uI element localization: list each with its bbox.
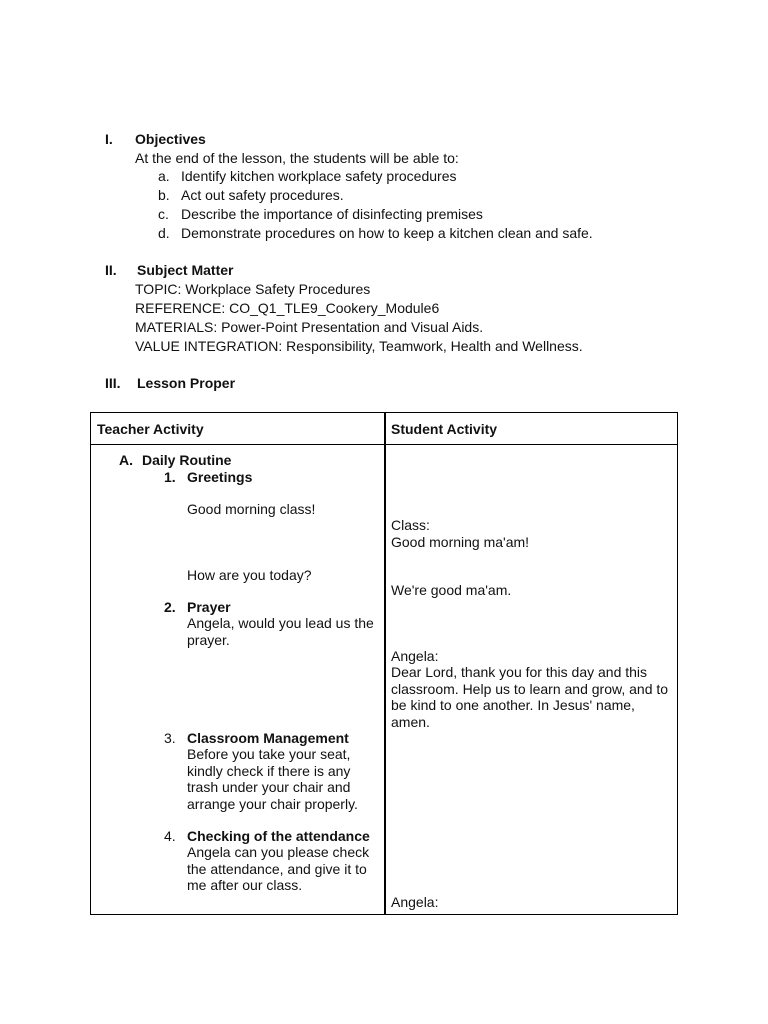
section-marker: A. xyxy=(119,452,133,468)
prayer-line: classroom. Help us to learn and grow, and to xyxy=(391,681,669,697)
prayer-line: be kind to one another. In Jesus' name, xyxy=(391,697,635,713)
classroom-title: Classroom Management xyxy=(187,730,349,746)
classroom-line: kindly check if there is any xyxy=(187,763,351,779)
classroom-line: Before you take your seat, xyxy=(187,746,351,762)
student-activity-header: Student Activity xyxy=(391,421,498,437)
teacher-greeting: Good morning class! xyxy=(187,501,316,517)
classroom-line: trash under your chair and xyxy=(187,779,351,795)
prayer-request-line: Angela, would you lead us the xyxy=(187,615,374,631)
class-good-reply: We're good ma'am. xyxy=(391,582,512,598)
class-reply: Good morning ma'am! xyxy=(391,534,530,550)
prayer-request-line: prayer. xyxy=(187,632,230,648)
classroom-line: arrange your chair properly. xyxy=(187,796,358,812)
attendance-number: 4. xyxy=(164,828,176,844)
teacher-question: How are you today? xyxy=(187,567,312,583)
objective-marker: b. xyxy=(158,187,170,203)
subject-topic: TOPIC: Workplace Safety Procedures xyxy=(135,281,371,297)
column-divider xyxy=(384,413,386,914)
section-title: Daily Routine xyxy=(142,452,232,468)
objective-marker: c. xyxy=(158,206,169,222)
objective-item: Act out safety procedures. xyxy=(181,187,344,203)
objectives-heading: Objectives xyxy=(135,131,206,147)
lesson-proper-heading: Lesson Proper xyxy=(137,375,236,391)
prayer-line: amen. xyxy=(391,714,430,730)
greetings-number: 1. xyxy=(164,469,176,485)
attendance-line: the attendance, and give it to xyxy=(187,861,367,877)
angela-label: Angela: xyxy=(391,648,439,664)
subject-value-integration: VALUE INTEGRATION: Responsibility, Teamwork, Health and Wellness. xyxy=(135,338,583,354)
activity-table xyxy=(90,412,678,915)
lesson-proper-numeral: III. xyxy=(105,375,121,391)
attendance-line: Angela can you please check xyxy=(187,844,370,860)
prayer-number: 2. xyxy=(164,599,176,615)
prayer-title: Prayer xyxy=(187,599,231,615)
angela-label-attendance: Angela: xyxy=(391,894,439,910)
class-label: Class: xyxy=(391,517,430,533)
objective-item: Identify kitchen workplace safety procedures xyxy=(181,168,457,184)
greetings-title: Greetings xyxy=(187,469,253,485)
objective-item: Describe the importance of disinfecting premises xyxy=(181,206,483,222)
objective-marker: a. xyxy=(158,168,170,184)
objective-item: Demonstrate procedures on how to keep a kitchen clean and safe. xyxy=(181,225,593,241)
objectives-numeral: I. xyxy=(105,131,113,147)
attendance-title: Checking of the attendance xyxy=(187,828,370,844)
attendance-line: me after our class. xyxy=(187,877,303,893)
subject-matter-heading: Subject Matter xyxy=(137,262,234,278)
subject-matter-numeral: II. xyxy=(105,262,117,278)
objectives-intro: At the end of the lesson, the students will be able to: xyxy=(135,150,459,166)
subject-materials: MATERIALS: Power-Point Presentation and Visual Aids. xyxy=(135,319,484,335)
header-divider xyxy=(91,444,677,445)
classroom-number: 3. xyxy=(164,730,176,746)
prayer-line: Dear Lord, thank you for this day and this xyxy=(391,664,648,680)
subject-reference: REFERENCE: CO_Q1_TLE9_Cookery_Module6 xyxy=(135,300,440,316)
teacher-activity-header: Teacher Activity xyxy=(97,421,204,437)
objective-marker: d. xyxy=(158,225,170,241)
